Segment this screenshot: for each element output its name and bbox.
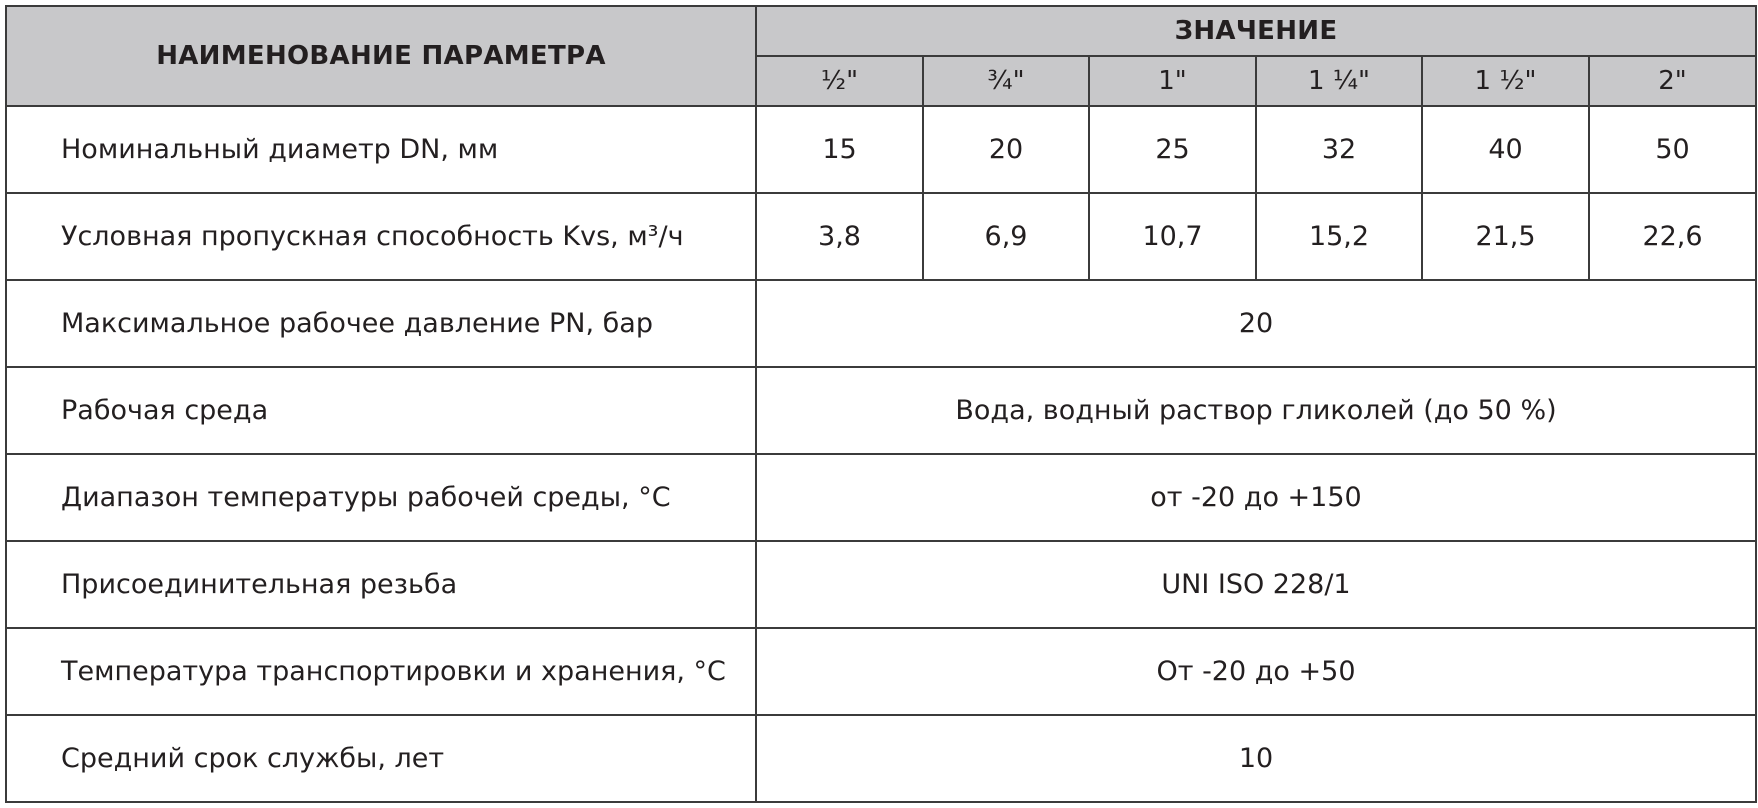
param-label: Рабочая среда (6, 367, 756, 454)
table-row (6, 715, 1756, 802)
param-value: 50 (1589, 106, 1756, 193)
param-value: 10 (756, 715, 1756, 802)
param-value: UNI ISO 228/1 (756, 541, 1756, 628)
table-row (6, 367, 1756, 454)
param-value: Вода, водный раствор гликолей (до 50 %) (756, 367, 1756, 454)
param-label: Номинальный диаметр DN, мм (6, 106, 756, 193)
param-value: от -20 до +150 (756, 454, 1756, 541)
param-value: 10,7 (1089, 193, 1256, 280)
size-header: 1 ¼" (1256, 56, 1422, 106)
table-row (6, 541, 1756, 628)
param-value: 25 (1089, 106, 1256, 193)
param-value: 3,8 (756, 193, 923, 280)
param-value: 20 (756, 280, 1756, 367)
table-row (6, 106, 1756, 193)
param-value: 20 (923, 106, 1089, 193)
param-label: Условная пропускная способность Kvs, м³/ч (6, 193, 756, 280)
spec-table (5, 5, 1757, 803)
table-row (6, 628, 1756, 715)
param-label: Максимальное рабочее давление PN, бар (6, 280, 756, 367)
param-value: 32 (1256, 106, 1422, 193)
param-label: Средний срок службы, лет (6, 715, 756, 802)
size-header: 2" (1589, 56, 1756, 106)
size-header: 1" (1089, 56, 1256, 106)
table-row (6, 280, 1756, 367)
param-header: НАИМЕНОВАНИЕ ПАРАМЕТРА (6, 6, 756, 106)
size-header: ¾" (923, 56, 1089, 106)
param-value: 22,6 (1589, 193, 1756, 280)
param-value: 6,9 (923, 193, 1089, 280)
size-header: ½" (756, 56, 923, 106)
param-value: От -20 до +50 (756, 628, 1756, 715)
param-value: 40 (1422, 106, 1589, 193)
param-label: Температура транспортировки и хранения, °С (6, 628, 756, 715)
value-header: ЗНАЧЕНИЕ (756, 6, 1756, 56)
param-value: 15 (756, 106, 923, 193)
spec-table-wrapper (5, 5, 1757, 803)
size-header: 1 ½" (1422, 56, 1589, 106)
param-label: Присоединительная резьба (6, 541, 756, 628)
param-value: 15,2 (1256, 193, 1422, 280)
param-value: 21,5 (1422, 193, 1589, 280)
table-row (6, 193, 1756, 280)
table-row (6, 454, 1756, 541)
param-label: Диапазон температуры рабочей среды, °С (6, 454, 756, 541)
